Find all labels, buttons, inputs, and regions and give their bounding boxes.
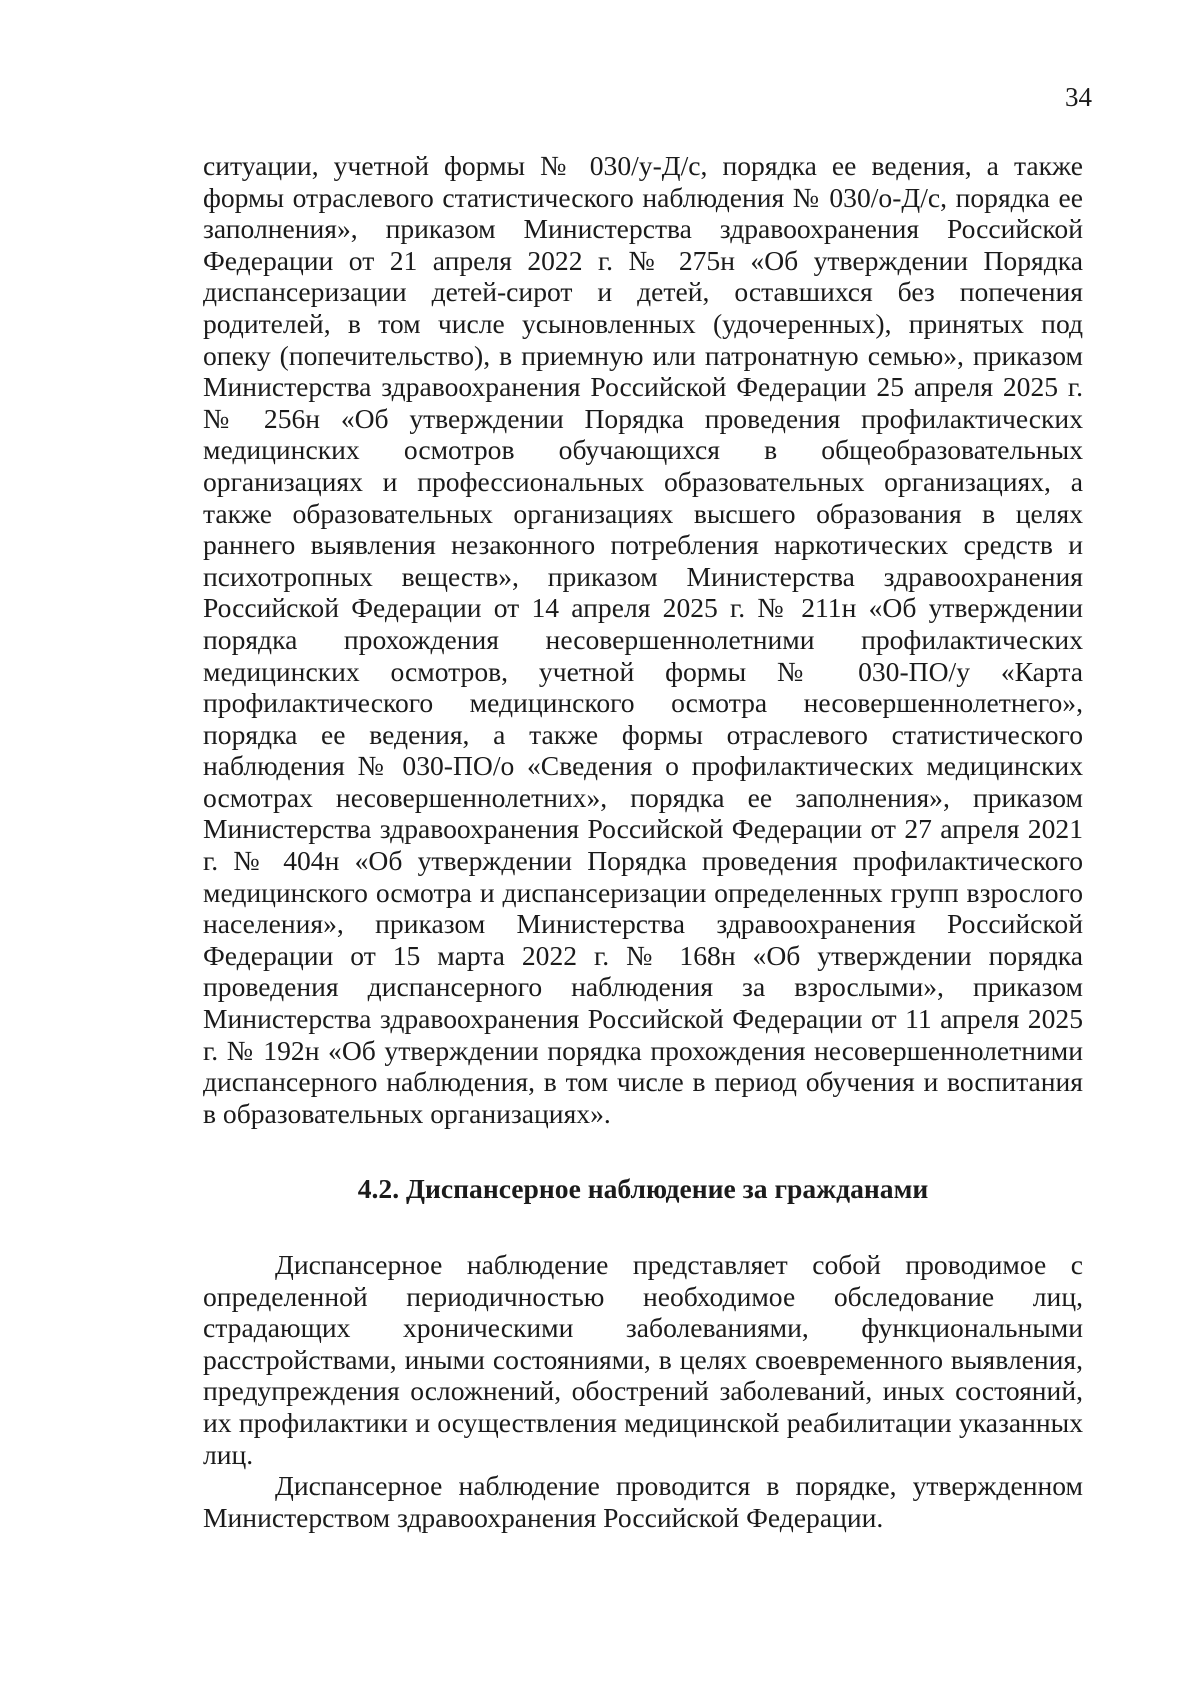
section-paragraph-1: Диспансерное наблюдение представляет собой проводимое с определенной периодичностью необходимое обследование лиц, страдающих хроническими заболеваниями, функциональными расстройствами, иными состояниями, в целях своевременного выявления, предупреждения осложнений, обострений заболеваний, иных состояний, их профилактики и осуществления медицинской реабилитации указанных лиц. — [203, 1249, 1083, 1470]
body-paragraph-continued: ситуации, учетной формы № 030/у-Д/с, порядка ее ведения, а также формы отраслевого статистического наблюдения № 030/о-Д/с, порядка ее заполнения», приказом Министерства здравоохранения Российской Федерации от 21 апреля 2022 г. № 275н «Об утверждении Порядка диспансеризации детей-сирот и детей, оставшихся без попечения родителей, в том числе усыновленных (удочеренных), принятых под опеку (попечительство), в приемную или патронатную семью», приказом Министерства здравоохранения Российской Федерации 25 апреля 2025 г. № 256н «Об утверждении Порядка проведения профилактических медицинских осмотров обучающихся в общеобразовательных организациях и профессиональных образовательных организациях, а также образовательных организациях высшего образования в целях раннего выявления незаконного потребления наркотических средств и психотропных веществ», приказом Министерства здравоохранения Российской Федерации от 14 апреля 2025 г. № 211н «Об утверждении порядка прохождения несовершеннолетними профилактических медицинских осмотров, учетной формы № 030-ПО/у «Карта профилактического медицинского осмотра несовершеннолетнего», порядка ее ведения, а также формы отраслевого статистического наблюдения № 030-ПО/о «Сведения о профилактических медицинских осмотрах несовершеннолетних», порядка ее заполнения», приказом Министерства здравоохранения Российской Федерации от 27 апреля 2021 г. № 404н «Об утверждении Порядка проведения профилактического медицинского осмотра и диспансеризации определенных групп взрослого населения», приказом Министерства здравоохранения Российской Федерации от 15 марта 2022 г. № 168н «Об утверждении порядка проведения диспансерного наблюдения за взрослыми», приказом Министерства здравоохранения Российской Федерации от 11 апреля 2025 г. № 192н «Об утверждении порядка прохождения несовершеннолетними диспансерного наблюдения, в том числе в период обучения и воспитания в образовательных организациях». — [203, 150, 1083, 1129]
section-paragraph-2: Диспансерное наблюдение проводится в порядке, утвержденном Министерством здравоохранения Российской Федерации. — [203, 1470, 1083, 1533]
page-number: 34 — [1065, 82, 1092, 112]
section-heading: 4.2. Диспансерное наблюдение за гражданами — [357, 1173, 929, 1205]
document-body — [203, 150, 1083, 1533]
